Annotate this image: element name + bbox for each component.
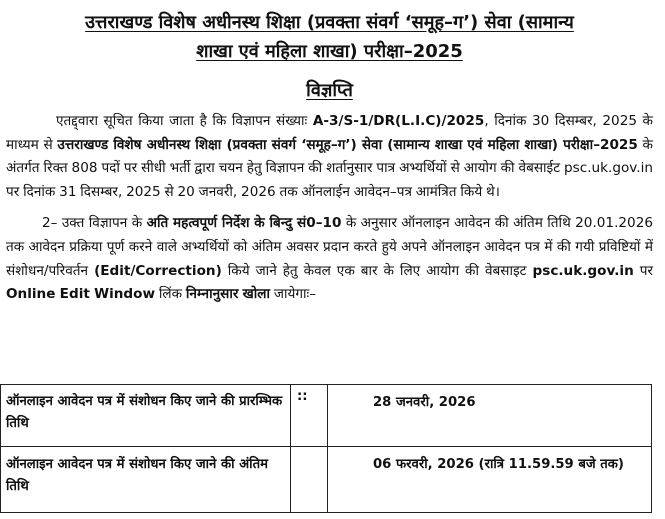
date-value: 06 फरवरी, 2026 (रात्रि 11.59.59 बजे तक) <box>328 447 652 513</box>
notice-title-line-1: उत्तराखण्ड विशेष अधीनस्थ शिक्षा (प्रवक्ता संवर्ग ‘समूह–ग’) सेवा (सामान्य <box>85 12 574 33</box>
date-value: 28 जनवरी, 2026 <box>328 385 652 447</box>
p2-text-4: पर <box>633 262 653 279</box>
p2-text-1: 2– उक्त विज्ञापन के <box>42 215 147 232</box>
notice-heading-text: विज्ञप्ति <box>306 80 353 101</box>
notice-title-line-2: शाखा एवं महिला शाखा) परीक्षा–2025 <box>196 41 463 62</box>
exam-name: उत्तराखण्ड विशेष अधीनस्थ शिक्षा (प्रवक्ता संवर्ग ‘समूह–ग’) सेवा (सामान्य शाखा एवं महिला शाखा) परीक्षा–2025 <box>57 136 638 153</box>
paragraph-1 <box>6 110 653 204</box>
dates-table <box>0 384 652 513</box>
p1-text-1: एतद्द्वारा सूचित किया जाता है कि विज्ञापन संख्याः <box>56 113 313 129</box>
advertisement-number: A-3/S-1/DR(L.I.C)/2025 <box>312 113 485 129</box>
p2-text-5: लिंक <box>155 286 186 303</box>
paragraph-2 <box>6 212 653 306</box>
p1-text-4: पर दिनांक 31 दिसम्बर, 2025 से 20 जनवरी, 2026 तक ऑनलाईन आवेदन–पत्र आमंत्रित किये थे। <box>6 183 500 200</box>
date-label: ऑनलाइन आवेदन पत्र में संशोधन किए जाने की अंतिम तिथि <box>1 447 291 513</box>
website-link: psc.uk.gov.in <box>532 262 634 279</box>
date-label: ऑनलाइन आवेदन पत्र में संशोधन किए जाने की प्रारम्भिक तिथि <box>1 385 291 447</box>
p2-text-3: किये जाने हेतु केवल एक बार के लिए आयोग की वेबसाइट <box>221 262 533 279</box>
p2-text-2: के अनुसार ऑनलाइन आवेदन की अंतिम तिथि 20.01.2026 तक आवेदन प्रक्रिया पूर्ण करने वाले अभ्यर्थियों को अंतिम अवसर प्रदान करते हुये अपने ऑनलाइन आवेदन पत्र में की गयी प्रविष्टियों में संशोधन/परिवर्तन <box>6 215 653 279</box>
edit-correction-text: (Edit/Correction) <box>94 262 222 279</box>
p2-text-6: जायेगाः– <box>270 286 317 303</box>
separator <box>291 447 328 513</box>
notice-title <box>6 8 653 66</box>
opening-text: निम्नानुसार खोला <box>185 286 271 303</box>
table-row <box>1 385 652 447</box>
notice-heading <box>6 78 653 104</box>
instruction-point: अति महत्वपूर्ण निर्देश के बिन्दु सं0–10 <box>146 215 342 232</box>
online-edit-window-text: Online Edit Window <box>6 286 156 303</box>
p1-text-3: के अंतर्गत रिक्त 808 पदों पर सीधी भर्ती द्वारा चयन हेतु विज्ञापन की शर्तानुसार पात्र अभ्यर्थियों से आयोग की वेबसाईट <box>6 136 653 177</box>
website-link: psc.uk.gov.in <box>564 160 653 177</box>
separator: :: <box>291 385 328 447</box>
p1-text-2: , दिनांक 30 दिसम्बर, 2025 के माध्यम से <box>6 113 653 153</box>
table-row <box>1 447 652 513</box>
